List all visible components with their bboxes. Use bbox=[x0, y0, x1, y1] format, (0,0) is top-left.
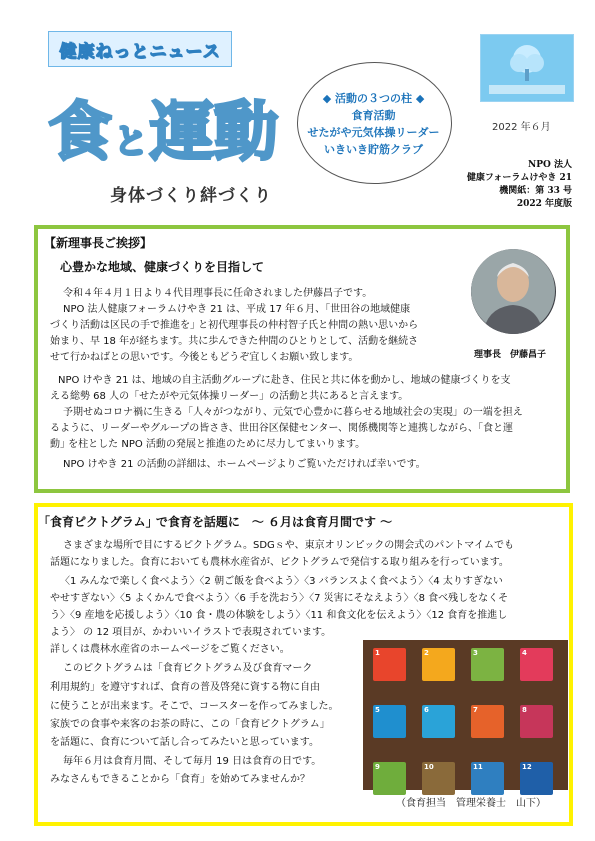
pictogram-4: 4 bbox=[520, 648, 553, 681]
pictogram-12: 12 bbox=[520, 762, 553, 795]
picto-line-4: やせすぎない〉〈5 よくかんで食べよう〉〈6 手を洗おう〉〈7 災害にそなえよう〉〈8 食べ残しをなくそ bbox=[50, 593, 509, 604]
picto-line-6: よう〉 の 12 項目が、かわいいイラストで表現されています。 bbox=[50, 627, 332, 638]
portrait-icon bbox=[471, 249, 556, 334]
pictogram-title: ｢食育ピクトグラム｣ で食育を話題に ～ ６月は食育月間です ～ bbox=[44, 515, 393, 529]
picto-line-3: 〈1 みんなで楽しく食べよう〉〈2 朝ご飯を食べよう〉〈3 バランスよく食べよう〉〈4 太りすぎない bbox=[60, 576, 503, 587]
pictogram-2: 2 bbox=[422, 648, 455, 681]
picto-line-11: 家族での食事や来客のお茶の時に、この「食育ピクトグラム」 bbox=[50, 719, 330, 730]
greeting-line-6: NPO けやき 21 は、地域の自主活動グループに赴き、住民と共に体を動かし、地域の健康づくりを支 bbox=[58, 375, 511, 386]
subtitle: 身体づくり絆づくり bbox=[110, 186, 272, 206]
pictogram-5: 5 bbox=[373, 705, 406, 738]
pictogram-3: 3 bbox=[471, 648, 504, 681]
greeting-line-1: 令和４年４月１日より４代目理事長に任命されました伊藤昌子です。 bbox=[63, 288, 373, 299]
greeting-title: 【新理事長ご挨拶】 bbox=[44, 236, 153, 250]
title-part-3: 運動 bbox=[150, 95, 278, 170]
title-part-2: と bbox=[114, 122, 148, 162]
pillar-1: 食育活動 bbox=[351, 109, 396, 122]
greeting-line-10: 動｣ を柱とした NPO 活動の発展と推進のために尽力してまいります。 bbox=[50, 439, 366, 450]
pictogram-coasters-photo bbox=[363, 640, 568, 790]
organization-logo bbox=[480, 34, 574, 102]
greeting-line-5: せて行かねばとの思いです。今後ともどうぞ宜しくお願い致します。 bbox=[50, 352, 359, 363]
greeting-line-7: える総勢 68 人の「せたがや元気体操リーダー」の活動と共にあると言えます。 bbox=[50, 391, 409, 402]
picto-line-14: みなさんもできることから「食育」を始めてみませんか？ bbox=[50, 774, 310, 785]
newsletter-banner bbox=[48, 31, 232, 67]
picto-line-7: 詳しくは農林水産省のホームページをご覧ください。 bbox=[50, 644, 290, 655]
pictogram-11: 11 bbox=[471, 762, 504, 795]
pillar-2: せたがや元気体操リーダー bbox=[307, 126, 440, 139]
pillar-3: いきいき貯筋クラブ bbox=[324, 143, 423, 156]
greeting-line-8: 予期せぬコロナ禍に生きる「人々がつながり、元気で心豊かに暮らせる地域社会の実現」の一端を担え bbox=[63, 407, 523, 418]
picto-line-1: さまざまな場所で目にするピクトグラム。SDGｓや、東京オリンピックの開会式のパントマイムでも bbox=[63, 540, 514, 551]
picto-line-8: このピクトグラムは「食育ピクトグラム及び食育マーク bbox=[63, 663, 313, 674]
greeting-line-11: NPO けやき 21 の活動の詳細は、ホームページよりご覧いただければ幸いです。 bbox=[63, 459, 426, 470]
pictogram-8: 8 bbox=[520, 705, 553, 738]
title-part-1: 食 bbox=[48, 95, 112, 170]
greeting-line-4: 始まり、早 18 年が経ちます。共に歩んできた仲間のひとりとして、活動を継続さ bbox=[50, 336, 419, 347]
pictogram-9: 9 bbox=[373, 762, 406, 795]
greeting-line-9: るように、リーダーやグループの皆さき、世田谷区保健センター、関係機関等と連携しながら、｢食と運 bbox=[50, 423, 513, 434]
greeting-line-2: NPO 法人健康フォーラムけやき 21 は、平成 17 年６月、｢世田谷の地域健康 bbox=[63, 304, 411, 315]
greeting-line-3: づくり活動は区民の手で推進を｣ と初代理事長の仲村智子氏と仲間の熱い思いから bbox=[50, 320, 419, 331]
picto-line-12: を話題に、食育について話し合ってみたいと思っています。 bbox=[50, 737, 319, 748]
greeting-headline: 心豊かな地域、健康づくりを目指して bbox=[60, 260, 265, 274]
org-type: NPO 法人 bbox=[528, 160, 572, 170]
org-issue-number: 機関紙：第 33 号 bbox=[499, 186, 572, 196]
organization-info bbox=[450, 159, 572, 211]
pictogram-6: 6 bbox=[422, 705, 455, 738]
pillars-text bbox=[297, 90, 450, 158]
picto-line-13: 毎年６月は食育月間、そして毎月 19 日は食育の日です。 bbox=[63, 756, 322, 767]
author-credit: （食育担当 管理栄養士 山下） bbox=[396, 798, 546, 809]
pictogram-1: 1 bbox=[373, 648, 406, 681]
photo-caption: 理事長 伊藤昌子 bbox=[474, 350, 547, 360]
pictogram-10: 10 bbox=[422, 762, 455, 795]
picto-line-10: に使うことが出来ます。そこで、コースターを作ってみました。 bbox=[50, 701, 339, 712]
banner-text: 健康ねっとニュース bbox=[59, 41, 221, 62]
issue-date: 2022 年６月 bbox=[492, 122, 551, 133]
pictogram-7: 7 bbox=[471, 705, 504, 738]
picto-line-2: 話題になりました。食育においても農林水産省が、ピクトグラムで発信する取り組みを行っています。 bbox=[50, 557, 509, 568]
pillars-heading: ◆ 活動の３つの柱 ◆ bbox=[322, 92, 425, 105]
tree-logo-icon bbox=[481, 35, 573, 101]
org-year: 2022 年度版 bbox=[516, 199, 572, 209]
picto-line-5: う〉〈9 産地を応援しよう〉〈10 食・農の体験をしよう〉〈11 和食文化を伝えよう〉〈12 食育を推進し bbox=[50, 610, 508, 621]
main-title bbox=[48, 82, 283, 172]
chairperson-photo bbox=[471, 249, 556, 334]
picto-line-9: 利用規約」を遵守すれば、食育の普及啓発に資する物に自由 bbox=[50, 682, 320, 693]
org-name: 健康フォーラムけやき 21 bbox=[466, 173, 572, 183]
